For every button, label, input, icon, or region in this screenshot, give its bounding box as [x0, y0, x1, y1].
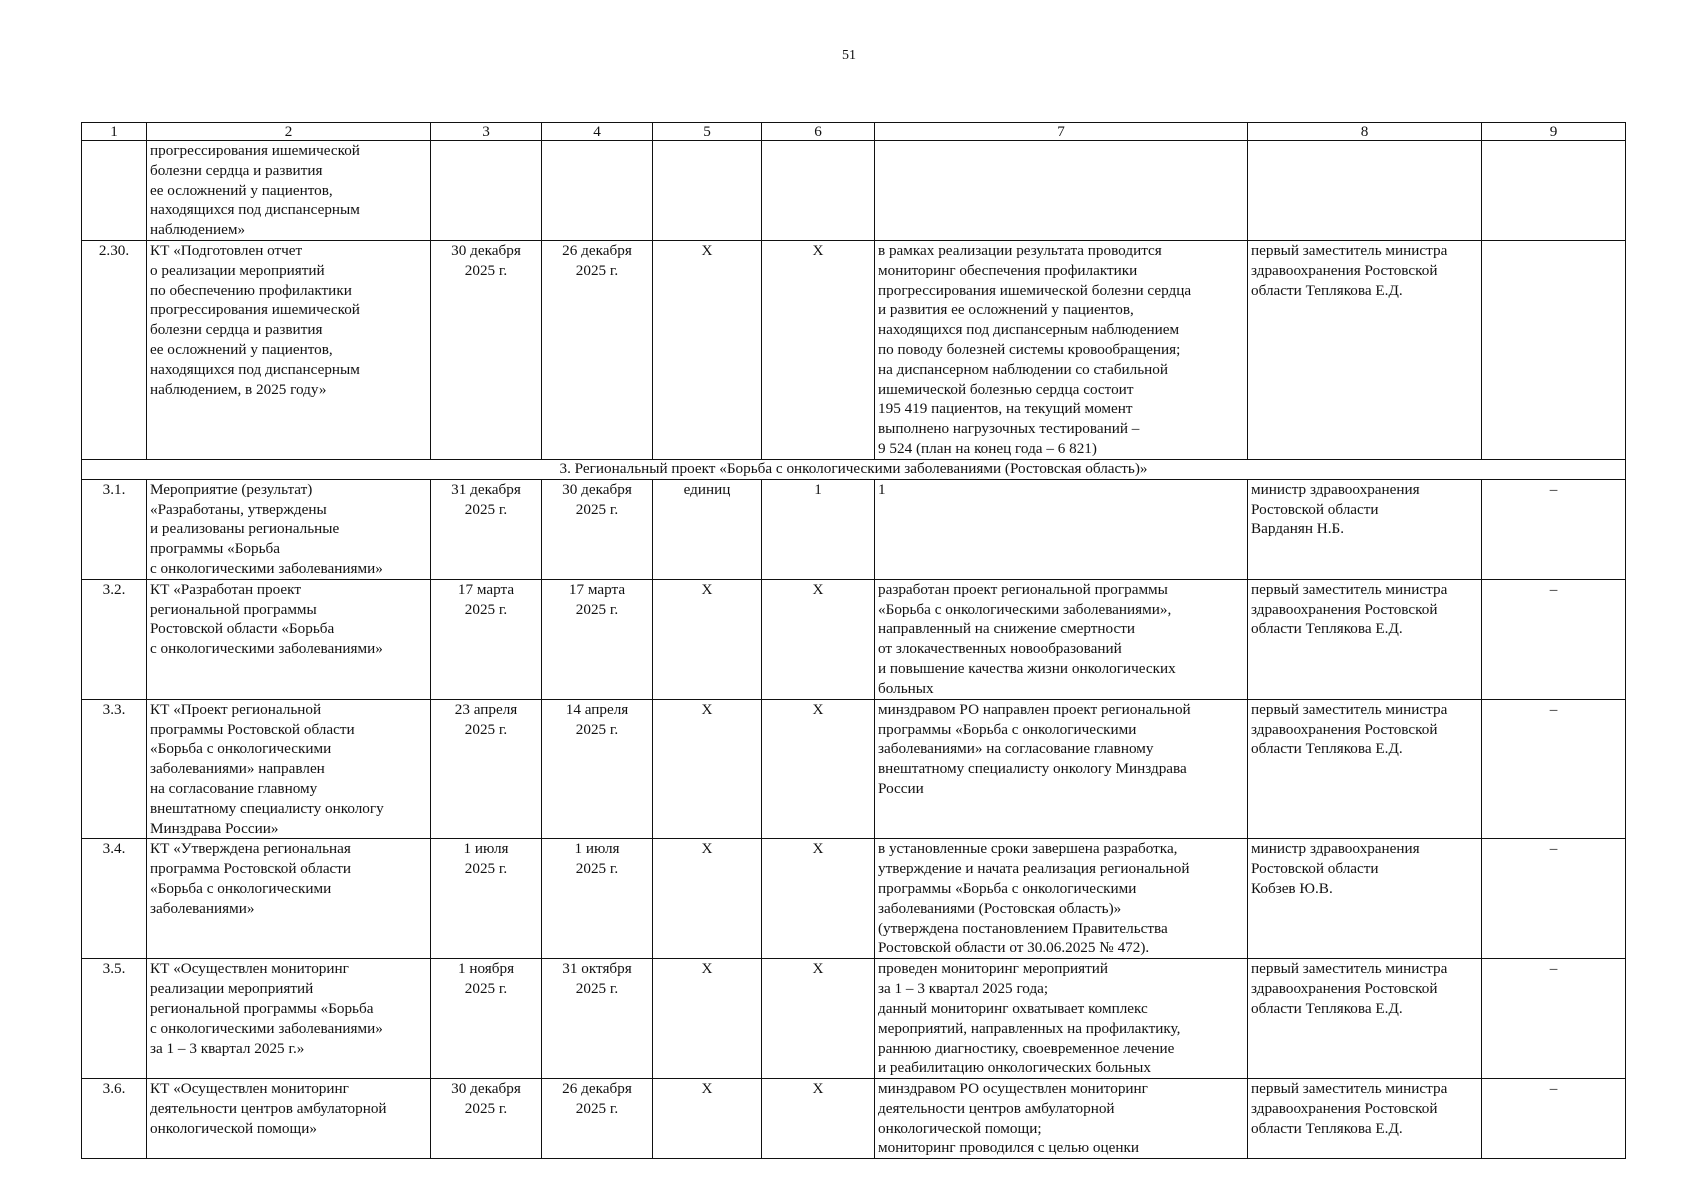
planned-value-cell: Х [762, 1079, 875, 1159]
column-number-header: 5 [653, 123, 762, 141]
note-cell [1482, 141, 1626, 241]
planned-date-cell: 1 ноября 2025 г. [431, 959, 542, 1079]
planned-value-cell: Х [762, 839, 875, 959]
planned-value-cell: Х [762, 959, 875, 1079]
note-cell: – [1482, 579, 1626, 699]
unit-cell: Х [653, 579, 762, 699]
planned-date-cell: 30 декабря 2025 г. [431, 1079, 542, 1159]
responsible-person-cell: министр здравоохранения Ростовской области Варданян Н.Б. [1248, 479, 1482, 579]
note-cell: – [1482, 479, 1626, 579]
note-cell: – [1482, 699, 1626, 839]
column-number-header: 9 [1482, 123, 1626, 141]
note-cell: – [1482, 839, 1626, 959]
note-cell: – [1482, 959, 1626, 1079]
planned-value-cell: Х [762, 579, 875, 699]
planned-date-cell: 30 декабря 2025 г. [431, 240, 542, 459]
responsible-person-cell [1248, 141, 1482, 241]
row-number-cell: 2.30. [82, 240, 147, 459]
responsible-person-cell: первый заместитель министра здравоохранения Ростовской области Теплякова Е.Д. [1248, 959, 1482, 1079]
event-name-cell: КТ «Осуществлен мониторинг деятельности центров амбулаторной онкологической помощи» [147, 1079, 431, 1159]
actual-date-cell: 1 июля 2025 г. [542, 839, 653, 959]
actual-date-cell: 14 апреля 2025 г. [542, 699, 653, 839]
page-number: 51 [842, 48, 856, 63]
column-number-header: 6 [762, 123, 875, 141]
column-number-header: 3 [431, 123, 542, 141]
column-number-header: 8 [1248, 123, 1482, 141]
planned-value-cell: 1 [762, 479, 875, 579]
progress-description-cell [875, 141, 1248, 241]
progress-description-cell: проведен мониторинг мероприятий за 1 – 3 квартал 2025 года; данный мониторинг охватывает комплекс мероприятий, направленных на профилактику, раннюю диагностику, своевременное лечение и реабилитацию онкологических больных [875, 959, 1248, 1079]
actual-date-cell: 31 октября 2025 г. [542, 959, 653, 1079]
row-number-cell: 3.4. [82, 839, 147, 959]
row-number-cell: 3.3. [82, 699, 147, 839]
table-row [82, 699, 1626, 839]
planned-date-cell: 23 апреля 2025 г. [431, 699, 542, 839]
unit-cell: Х [653, 839, 762, 959]
event-name-cell: КТ «Разработан проект региональной программы Ростовской области «Борьба с онкологическими заболеваниями» [147, 579, 431, 699]
planned-date-cell: 17 марта 2025 г. [431, 579, 542, 699]
row-number-cell: 3.6. [82, 1079, 147, 1159]
column-number-header: 4 [542, 123, 653, 141]
column-number-header: 2 [147, 123, 431, 141]
event-name-cell: КТ «Утверждена региональная программа Ростовской области «Борьба с онкологическими заболеваниями» [147, 839, 431, 959]
responsible-person-cell: первый заместитель министра здравоохранения Ростовской области Теплякова Е.Д. [1248, 699, 1482, 839]
column-number-header: 1 [82, 123, 147, 141]
section-header-row [82, 459, 1626, 479]
actual-date-cell [542, 141, 653, 241]
planned-date-cell: 31 декабря 2025 г. [431, 479, 542, 579]
table-row [82, 141, 1626, 241]
planned-value-cell [762, 141, 875, 241]
note-cell: – [1482, 1079, 1626, 1159]
table-row [82, 479, 1626, 579]
progress-description-cell: минздравом РО осуществлен мониторинг деятельности центров амбулаторной онкологической помощи; мониторинг проводился с целью оценки [875, 1079, 1248, 1159]
actual-date-cell: 30 декабря 2025 г. [542, 479, 653, 579]
unit-cell: Х [653, 959, 762, 1079]
progress-description-cell: в установленные сроки завершена разработка, утверждение и начата реализация региональной программы «Борьба с онкологическими заболеваниями (Ростовская область)» (утверждена постановлением Правительства Ростовской области от 30.06.2025 № 472). [875, 839, 1248, 959]
report-table [81, 122, 1626, 1159]
table-row [82, 1079, 1626, 1159]
row-number-cell: 3.1. [82, 479, 147, 579]
planned-date-cell: 1 июля 2025 г. [431, 839, 542, 959]
event-name-cell: КТ «Подготовлен отчет о реализации мероприятий по обеспечению профилактики прогрессирования ишемической болезни сердца и развития ее осложнений у пациентов, находящихся под диспансерным наблюдением, в 2025 году» [147, 240, 431, 459]
unit-cell: единиц [653, 479, 762, 579]
event-name-cell: Мероприятие (результат) «Разработаны, утверждены и реализованы региональные программы «Борьба с онкологическими заболеваниями» [147, 479, 431, 579]
table-body [82, 123, 1626, 1159]
row-number-cell: 3.5. [82, 959, 147, 1079]
row-number-cell: 3.2. [82, 579, 147, 699]
unit-cell: Х [653, 240, 762, 459]
actual-date-cell: 26 декабря 2025 г. [542, 1079, 653, 1159]
unit-cell: Х [653, 1079, 762, 1159]
table-row [82, 240, 1626, 459]
unit-cell: Х [653, 699, 762, 839]
responsible-person-cell: первый заместитель министра здравоохранения Ростовской области Теплякова Е.Д. [1248, 579, 1482, 699]
planned-value-cell: Х [762, 240, 875, 459]
table-row [82, 579, 1626, 699]
column-number-header-row [82, 123, 1626, 141]
planned-date-cell [431, 141, 542, 241]
section-title: 3. Региональный проект «Борьба с онкологическими заболеваниями (Ростовская область)» [82, 459, 1626, 479]
actual-date-cell: 26 декабря 2025 г. [542, 240, 653, 459]
unit-cell [653, 141, 762, 241]
progress-description-cell: минздравом РО направлен проект региональной программы «Борьба с онкологическими заболеваниями» на согласование главному внештатному специалисту онкологу Минздрава России [875, 699, 1248, 839]
planned-value-cell: Х [762, 699, 875, 839]
table-row [82, 839, 1626, 959]
table-row [82, 959, 1626, 1079]
column-number-header: 7 [875, 123, 1248, 141]
progress-description-cell: в рамках реализации результата проводится мониторинг обеспечения профилактики прогрессирования ишемической болезни сердца и развития ее осложнений у пациентов, находящихся под диспансерным наблюдением по поводу болезней системы кровообращения; на диспансерном наблюдении со стабильной ишемической болезнью сердца состоит 195 419 пациентов, на текущий момент выполнено нагрузочных тестирований – 9 524 (план на конец года – 6 821) [875, 240, 1248, 459]
note-cell [1482, 240, 1626, 459]
progress-description-cell: 1 [875, 479, 1248, 579]
progress-description-cell: разработан проект региональной программы «Борьба с онкологическими заболеваниями», направленный на снижение смертности от злокачественных новообразований и повышение качества жизни онкологических больных [875, 579, 1248, 699]
responsible-person-cell: министр здравоохранения Ростовской области Кобзев Ю.В. [1248, 839, 1482, 959]
event-name-cell: КТ «Проект региональной программы Ростовской области «Борьба с онкологическими заболеваниями» направлен на согласование главному внештатному специалисту онкологу Минздрава России» [147, 699, 431, 839]
event-name-cell: КТ «Осуществлен мониторинг реализации мероприятий региональной программы «Борьба с онкологическими заболеваниями» за 1 – 3 квартал 2025 г.» [147, 959, 431, 1079]
event-name-cell: прогрессирования ишемической болезни сердца и развития ее осложнений у пациентов, находящихся под диспансерным наблюдением» [147, 141, 431, 241]
responsible-person-cell: первый заместитель министра здравоохранения Ростовской области Теплякова Е.Д. [1248, 1079, 1482, 1159]
responsible-person-cell: первый заместитель министра здравоохранения Ростовской области Теплякова Е.Д. [1248, 240, 1482, 459]
actual-date-cell: 17 марта 2025 г. [542, 579, 653, 699]
row-number-cell [82, 141, 147, 241]
